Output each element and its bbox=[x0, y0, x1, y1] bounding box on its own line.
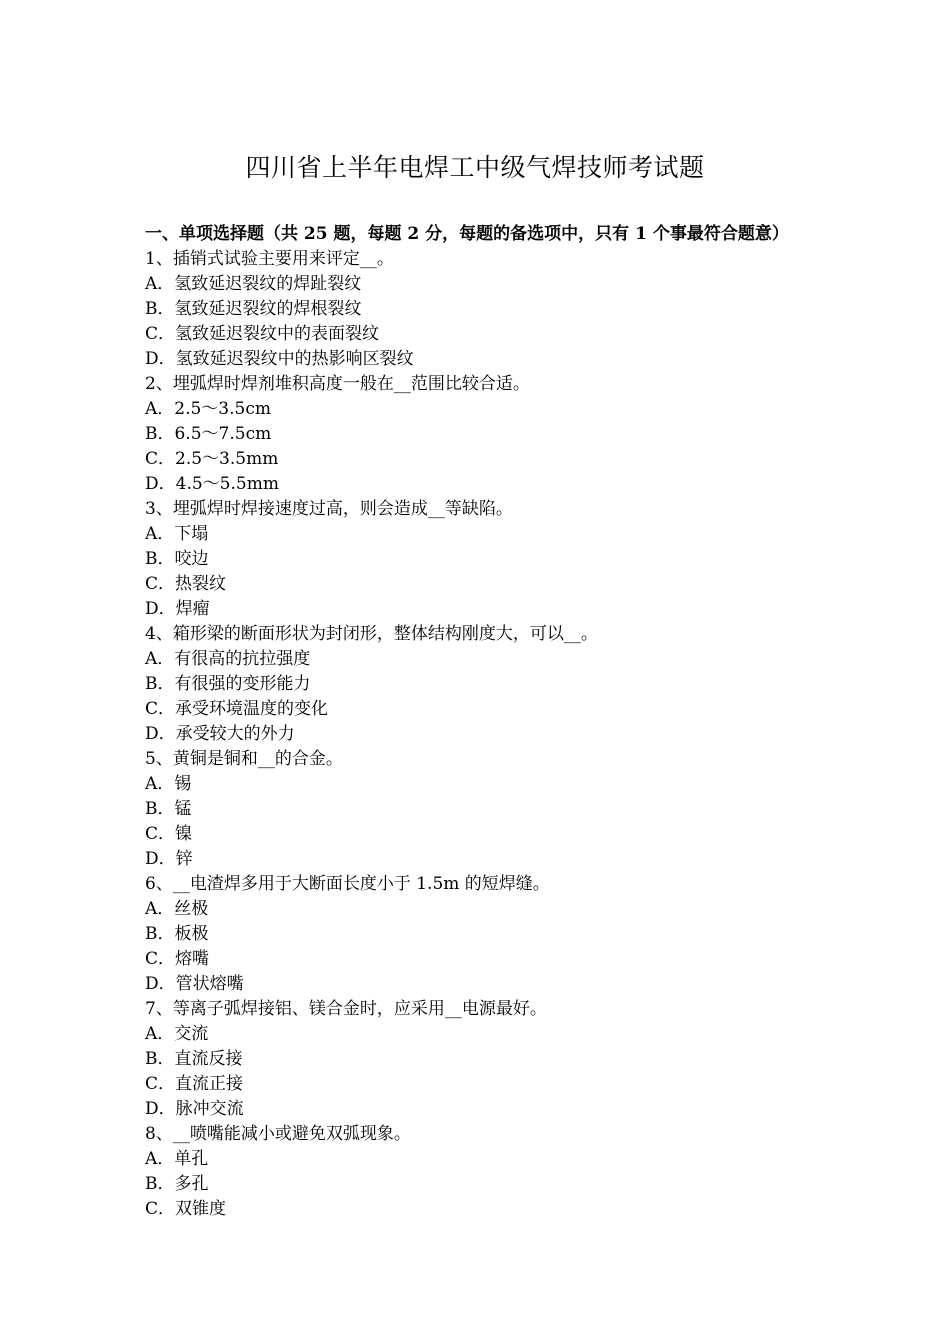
page-title: 四川省上半年电焊工中级气焊技师考试题 bbox=[245, 153, 705, 182]
question-text: 6、__电渣焊多用于大断面长度小于 1.5m 的短焊缝。 bbox=[145, 874, 550, 894]
answer-option: B．咬边 bbox=[145, 549, 209, 569]
answer-option: D．管状熔嘴 bbox=[145, 974, 244, 994]
question-text: 8、__喷嘴能减小或避免双弧现象。 bbox=[145, 1124, 411, 1144]
answer-option: D．承受较大的外力 bbox=[145, 724, 295, 744]
question-text: 2、埋弧焊时焊剂堆积高度一般在__范围比较合适。 bbox=[145, 374, 530, 394]
answer-option: C．直流正接 bbox=[145, 1074, 244, 1094]
answer-option: C．双锥度 bbox=[145, 1199, 227, 1219]
answer-option: A．单孔 bbox=[145, 1149, 209, 1169]
answer-option: D．锌 bbox=[145, 849, 193, 869]
question-text: 1、插销式试验主要用来评定__。 bbox=[145, 249, 394, 269]
answer-option: A．有很高的抗拉强度 bbox=[145, 649, 311, 669]
answer-option: B．6.5～7.5cm bbox=[145, 424, 272, 444]
answer-option: C．氢致延迟裂纹中的表面裂纹 bbox=[145, 324, 380, 344]
answer-option: C．2.5～3.5mm bbox=[145, 449, 279, 469]
answer-option: C．熔嘴 bbox=[145, 949, 210, 969]
answer-option: B．直流反接 bbox=[145, 1049, 243, 1069]
answer-option: D．焊瘤 bbox=[145, 599, 210, 619]
answer-option: A．氢致延迟裂纹的焊趾裂纹 bbox=[145, 274, 362, 294]
answer-option: D．4.5～5.5mm bbox=[145, 474, 279, 494]
question-text: 3、埋弧焊时焊接速度过高，则会造成__等缺陷。 bbox=[145, 499, 513, 519]
lines-container bbox=[145, 247, 845, 1222]
answer-option: B．有很强的变形能力 bbox=[145, 674, 311, 694]
question-list bbox=[145, 222, 845, 1222]
answer-option: D．氢致延迟裂纹中的热影响区裂纹 bbox=[145, 349, 414, 369]
answer-option: B．多孔 bbox=[145, 1174, 209, 1194]
section-heading: 一、单项选择题（共 25 题，每题 2 分，每题的备选项中，只有 1 个事最符合题意） bbox=[145, 224, 789, 244]
answer-option: B．氢致延迟裂纹的焊根裂纹 bbox=[145, 299, 362, 319]
answer-option: A．丝极 bbox=[145, 899, 209, 919]
question-text: 5、黄铜是铜和__的合金。 bbox=[145, 749, 343, 769]
answer-option: A．锡 bbox=[145, 774, 192, 794]
question-text: 4、箱形梁的断面形状为封闭形，整体结构刚度大，可以__。 bbox=[145, 624, 598, 644]
answer-option: D．脉冲交流 bbox=[145, 1099, 244, 1119]
answer-option: C．镍 bbox=[145, 824, 193, 844]
answer-option: C．承受环境温度的变化 bbox=[145, 699, 329, 719]
question-text: 7、等离子弧焊接铝、镁合金时，应采用__电源最好。 bbox=[145, 999, 547, 1019]
answer-option: A．下塌 bbox=[145, 524, 209, 544]
answer-option: C．热裂纹 bbox=[145, 574, 227, 594]
answer-option: B．锰 bbox=[145, 799, 192, 819]
answer-option: A．交流 bbox=[145, 1024, 209, 1044]
answer-option: A．2.5～3.5cm bbox=[145, 399, 271, 419]
answer-option: B．板极 bbox=[145, 924, 209, 944]
